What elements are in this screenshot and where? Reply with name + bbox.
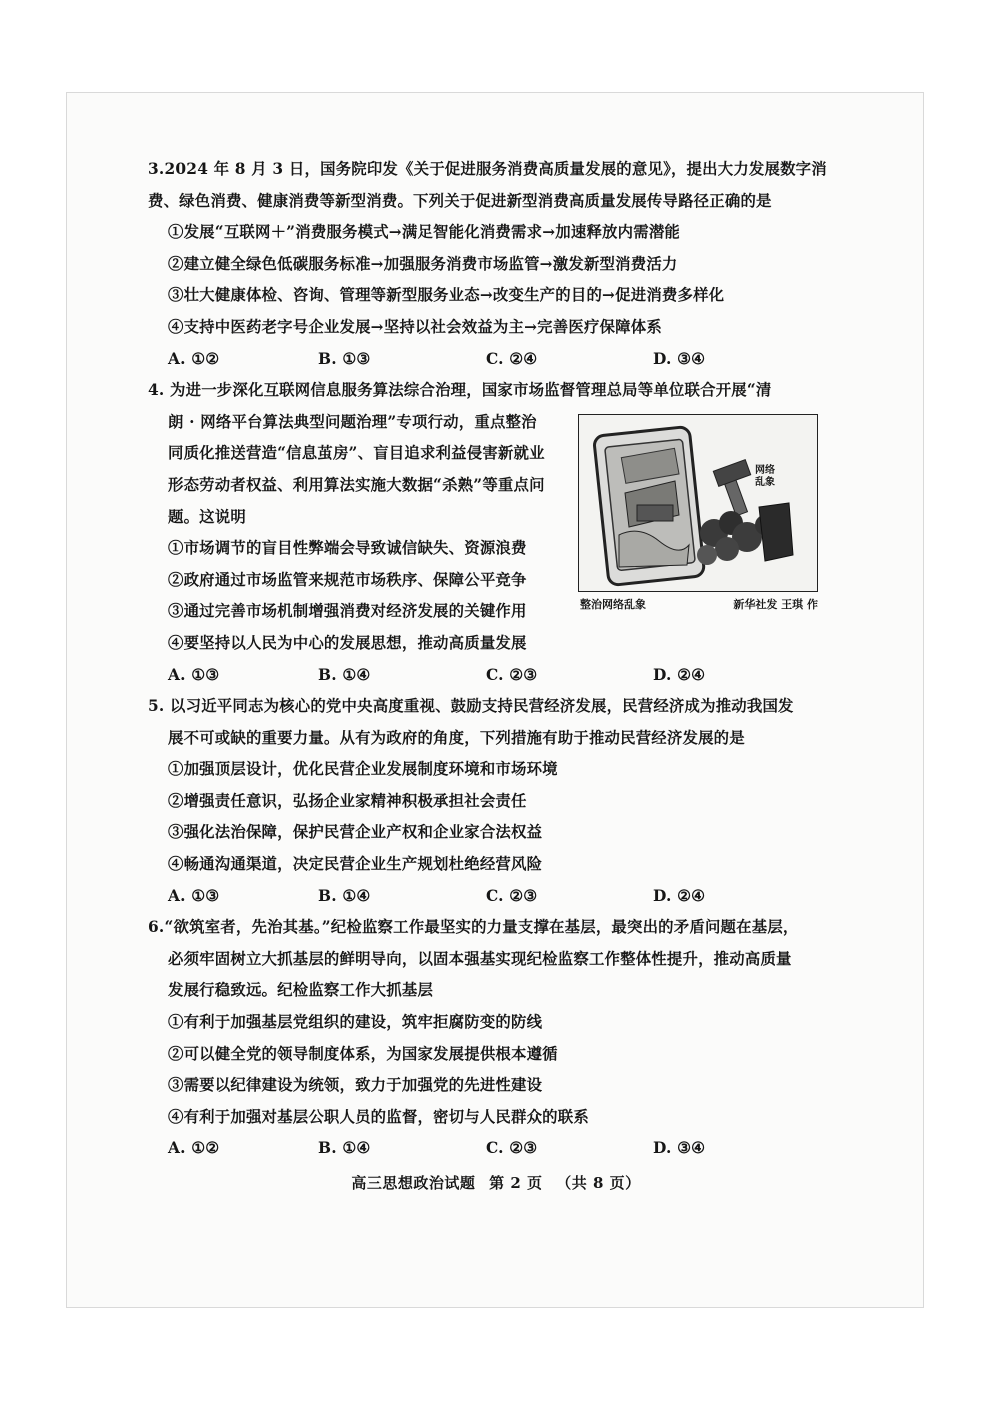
q4-item-4: ④要坚持以人民为中心的发展思想，推动高质量发展 [168, 633, 527, 652]
footer-title: 高三思想政治试题 [351, 1174, 476, 1192]
q6-option-d: D. ③④ [653, 1139, 706, 1158]
q4-option-a: A. ①③ [168, 665, 220, 684]
q4-options [148, 660, 838, 692]
q3-item-2: ②建立健全绿色低碳服务标准→加强服务消费市场监管→激发新型消费活力 [168, 254, 678, 273]
cartoon-caption: 整治网络乱象 [580, 598, 646, 611]
q4-item-3: ③通过完善市场机制增强消费对经济发展的关键作用 [168, 602, 527, 621]
cartoon-credit: 新华社发 王琪 作 [733, 598, 818, 611]
q6-option-c: C. ②③ [486, 1139, 538, 1158]
q5-item-3: ③强化法治保障，保护民营企业产权和企业家合法权益 [168, 823, 543, 842]
q6-options [148, 1133, 838, 1165]
q3-option-c: C. ②④ [486, 349, 538, 368]
q6-stem-line-3: 发展行稳致远。纪检监察工作大抓基层 [168, 981, 434, 1000]
q4-stem-line-2: 朗 · 网络平台算法典型问题治理”专项行动，重点整治 [168, 412, 537, 431]
q5-option-a: A. ①③ [168, 886, 220, 905]
cartoon-illustration [578, 414, 820, 614]
page-footer [0, 1172, 992, 1193]
q3-stem-line-1: 3.2024 年 8 月 3 日，国务院印发《关于促进服务消费高质量发展的意见》，提出大力发展数字消 [148, 160, 827, 178]
q4-option-d: D. ②④ [653, 665, 706, 684]
q3-options [148, 344, 838, 376]
q3-stem-line-2: 费、绿色消费、健康消费等新型消费。下列关于促进新型消费高质量发展传导路径正确的是 [148, 191, 772, 210]
q4-option-b: B. ①④ [318, 665, 371, 684]
q4-option-c: C. ②③ [486, 665, 538, 684]
question-5 [148, 691, 838, 912]
q6-option-a: A. ①② [168, 1139, 220, 1158]
q5-option-c: C. ②③ [486, 886, 538, 905]
question-content [148, 154, 838, 1165]
q5-stem-line-2: 展不可或缺的重要力量。从有为政府的角度，下列措施有助于推动民营经济发展的是 [168, 728, 745, 747]
cartoon-frame [578, 414, 818, 592]
q3-option-a: A. ①② [168, 349, 220, 368]
q4-stem-line-3: 同质化推送营造“信息茧房”、盲目追求利益侵害新就业 [168, 444, 545, 463]
question-6 [148, 912, 838, 1165]
footer-page-number: 第 2 页 [489, 1174, 543, 1192]
q4-stem-line-4: 形态劳动者权益、利用算法实施大数据“杀熟”等重点问 [168, 475, 545, 494]
q5-stem-line-1: 5. 以习近平同志为核心的党中央高度重视、鼓励支持民营经济发展，民营经济成为推动我国发 [148, 697, 794, 716]
q3-item-4: ④支持中医药老字号企业发展→坚持以社会效益为主→完善医疗保障体系 [168, 317, 662, 336]
question-3 [148, 154, 838, 375]
q6-item-4: ④有利于加强对基层公职人员的监督，密切与人民群众的联系 [168, 1107, 589, 1126]
cartoon-label: 网络乱象 [755, 465, 775, 488]
q4-item-1: ①市场调节的盲目性弊端会导致诚信缺失、资源浪费 [168, 539, 527, 558]
q3-option-d: D. ③④ [653, 349, 706, 368]
q6-item-1: ①有利于加强基层党组织的建设，筑牢拒腐防变的防线 [168, 1013, 543, 1032]
q3-item-1: ①发展“互联网＋”消费服务模式→满足智能化消费需求→加速释放内需潜能 [168, 223, 681, 242]
q6-stem-line-2: 必须牢固树立大抓基层的鲜明导向，以固本强基实现纪检监察工作整体性提升，推动高质量 [168, 949, 792, 968]
footer-page-total: （共 8 页） [556, 1174, 641, 1192]
q4-stem-line-5: 题。这说明 [168, 507, 246, 526]
q3-item-3: ③壮大健康体检、咨询、管理等新型服务业态→改变生产的目的→促进消费多样化 [168, 286, 725, 305]
q5-option-b: B. ①④ [318, 886, 371, 905]
q3-option-b: B. ①③ [318, 349, 371, 368]
q5-item-1: ①加强顶层设计，优化民营企业发展制度环境和市场环境 [168, 760, 558, 779]
q6-item-2: ②可以健全党的领导制度体系，为国家发展提供根本遵循 [168, 1044, 558, 1063]
q5-item-4: ④畅通沟通渠道，决定民营企业生产规划杜绝经营风险 [168, 855, 543, 874]
q5-item-2: ②增强责任意识，弘扬企业家精神积极承担社会责任 [168, 791, 527, 810]
q4-stem-line-1: 4. 为进一步深化互联网信息服务算法综合治理，国家市场监督管理总局等单位联合开展“清 [148, 381, 772, 400]
q6-option-b: B. ①④ [318, 1139, 371, 1158]
cartoon-drawing [579, 415, 818, 592]
q5-option-d: D. ②④ [653, 886, 706, 905]
q4-item-2: ②政府通过市场监管来规范市场秩序、保障公平竞争 [168, 570, 527, 589]
q5-options [148, 881, 838, 913]
q6-item-3: ③需要以纪律建设为统领，致力于加强党的先进性建设 [168, 1076, 543, 1095]
q6-stem-line-1: 6.“欲筑室者，先治其基。”纪检监察工作最坚实的力量支撑在基层，最突出的矛盾问题在基层， [148, 918, 799, 937]
